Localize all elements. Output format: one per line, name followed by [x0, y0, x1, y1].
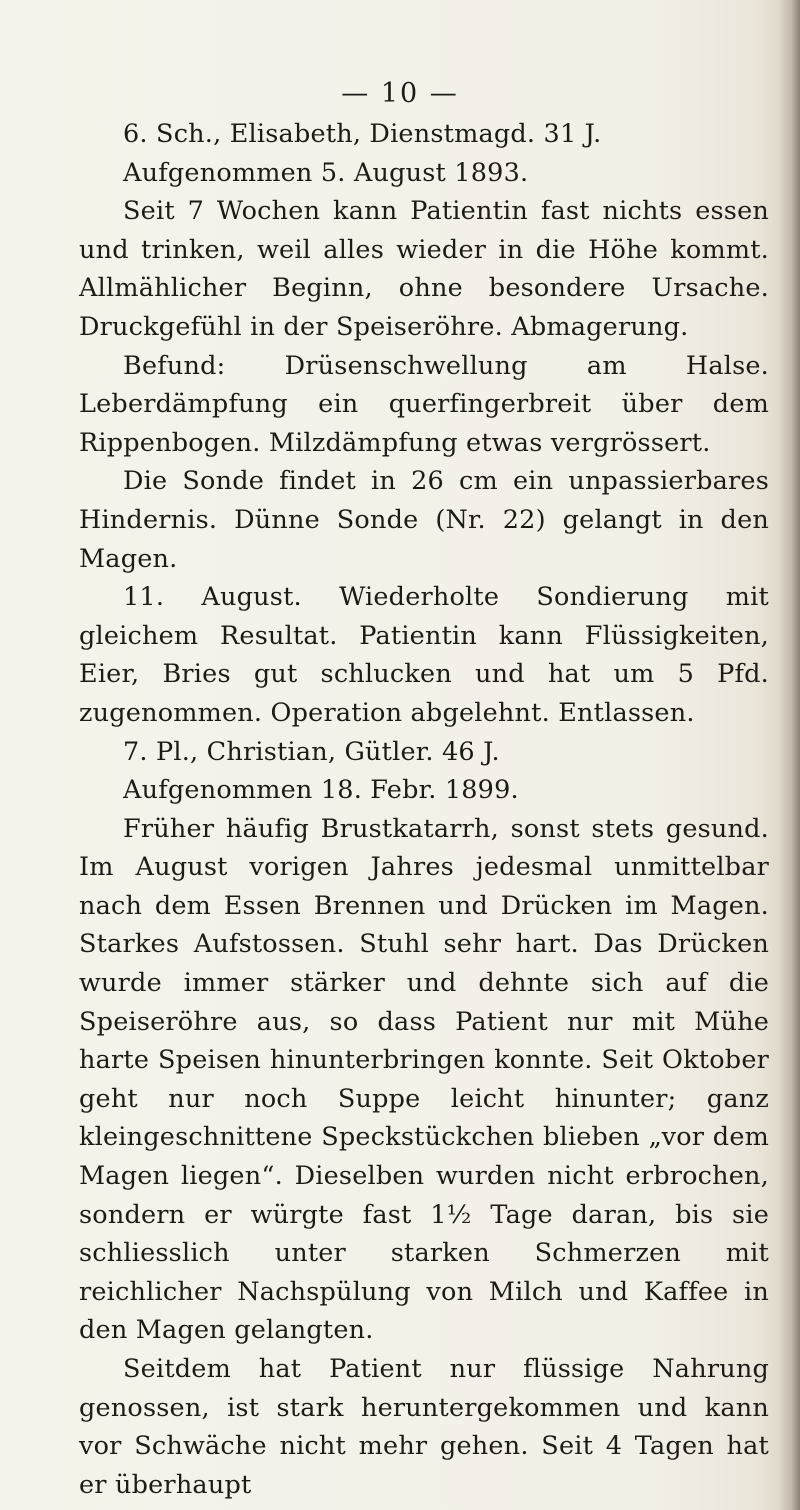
case-6-history: Seit 7 Wochen kann Patientin fast nichts essen und trinken, weil alles wieder in die Höhe kommt. Allmählicher Beginn, ohne besondere Ursache. Druckgefühl in der Speiseröhre. Abmagerung.: [79, 196, 769, 342]
body-text: [79, 115, 769, 1504]
case-7-history: Früher häufig Brustkatarrh, sonst stets gesund. Im August vorigen Jahres jedesmal unmittelbar nach dem Essen Brennen und Drücken im Magen. Starkes Aufstossen. Stuhl sehr hart. Das Drücken wurde immer stärker und dehnte sich auf die Speiseröhre aus, so dass Patient nur mit Mühe harte Speisen hinunterbringen konnte. Seit Oktober geht nur noch Suppe leicht hinunter; ganz kleingeschnittene Speckstückchen blieben „vor dem Magen liegen“. Dieselben wurden nicht erbrochen, sondern er würgte fast 1½ Tage daran, bis sie schliesslich unter starken Schmerzen mit reichlicher Nachspülung von Milch und Kaffee in den Magen gelangten.: [79, 813, 769, 1346]
case-6-header: 6. Sch., Elisabeth, Dienstmagd. 31 J.: [123, 119, 602, 149]
case-6-findings: Befund: Drüsenschwellung am Halse. Leberdämpfung ein querfingerbreit über dem Rippenbogen. Milzdämpfung etwas vergrössert.: [79, 350, 769, 458]
page-edge-shadow: [778, 0, 800, 1510]
case-7-header: 7. Pl., Christian, Gütler. 46 J.: [123, 736, 500, 767]
case-7-admission: Aufgenommen 18. Febr. 1899.: [123, 775, 519, 806]
case-6-probe: Die Sonde findet in 26 cm ein unpassierbares Hindernis. Dünne Sonde (Nr. 22) gelangt in den Magen.: [79, 466, 769, 574]
case-6-followup: 11. August. Wiederholte Sondierung mit gleichem Resultat. Patientin kann Flüssigkeiten, Eier, Bries gut schlucken und hat um 5 Pfd. zugenommen. Operation abgelehnt. Entlassen.: [79, 582, 769, 728]
page-number: — 10 —: [341, 78, 459, 109]
case-7-course: Seitdem hat Patient nur flüssige Nahrung genossen, ist stark heruntergekommen und kann vor Schwäche nicht mehr gehen. Seit 4 Tagen hat er überhaupt: [79, 1354, 769, 1500]
case-6-admission: Aufgenommen 5. August 1893.: [123, 157, 529, 188]
